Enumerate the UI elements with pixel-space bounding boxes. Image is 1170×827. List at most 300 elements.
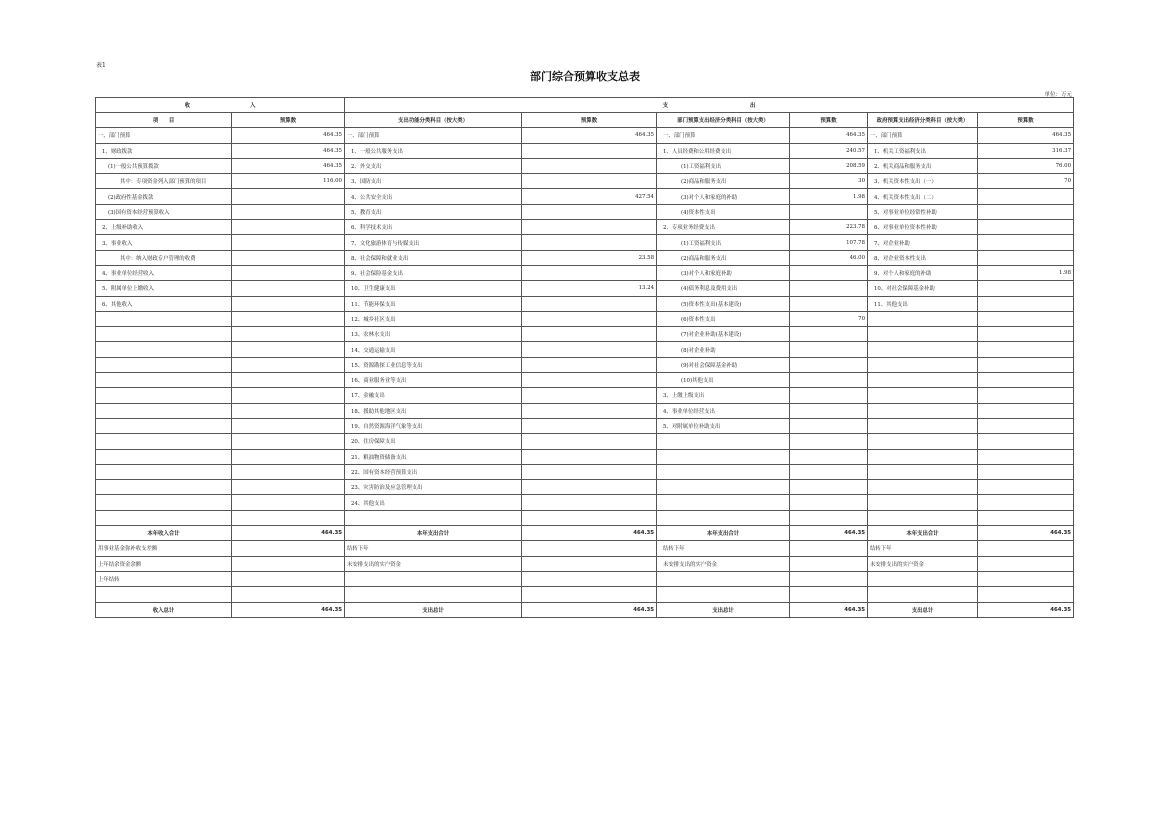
cell-function-item: 未安排支出的实户资金: [345, 556, 522, 571]
table-row: [96, 541, 1074, 556]
cell-gov-econ-item: 4、机关资本性支出（二）: [868, 189, 978, 204]
cell-gov-econ-amount: [978, 281, 1074, 296]
cell-income-item: [96, 311, 232, 326]
table-row: [96, 587, 1074, 602]
cell-gov-econ-amount: 76.00: [978, 158, 1074, 173]
table-row: [96, 571, 1074, 586]
cell-function-amount: [522, 403, 657, 418]
cell-income-item: 本年收入合计: [96, 526, 232, 541]
cell-income-amount: [232, 311, 345, 326]
cell-dept-econ-item: (4)债务利息及费用支出: [657, 281, 790, 296]
cell-function-amount: [522, 495, 657, 510]
cell-gov-econ-item: 11、其他支出: [868, 296, 978, 311]
cell-dept-econ-item: 本年支出合计: [657, 526, 790, 541]
cell-income-amount: [232, 571, 345, 586]
cell-income-amount: [232, 189, 345, 204]
cell-gov-econ-item: 7、对企业补助: [868, 235, 978, 250]
total-row: [96, 602, 1074, 617]
cell-function-amount: [522, 265, 657, 280]
cell-function-amount: [522, 235, 657, 250]
cell-gov-econ-amount: [978, 220, 1074, 235]
table-row: [96, 342, 1074, 357]
table-row: [96, 373, 1074, 388]
cell-dept-econ-amount: 70: [790, 311, 868, 326]
cell-gov-econ-amount: 70: [978, 174, 1074, 189]
cell-function-amount: [522, 464, 657, 479]
cell-function-item: 5、教育支出: [345, 204, 522, 219]
cell-function-item: 6、科学技术支出: [345, 220, 522, 235]
table-row: [96, 418, 1074, 433]
cell-dept-econ-item: [657, 434, 790, 449]
cell-function-amount: 23.58: [522, 250, 657, 265]
cell-gov-econ-item: [868, 464, 978, 479]
table-row: [96, 556, 1074, 571]
cell-gov-econ-item: 3、机关资本性支出（一）: [868, 174, 978, 189]
cell-function-amount: [522, 434, 657, 449]
cell-gov-econ-item: 1、机关工资福利支出: [868, 143, 978, 158]
cell-gov-econ-amount: [978, 480, 1074, 495]
cell-income-amount: 464.35: [232, 128, 345, 143]
cell-dept-econ-item: (3)对个人和家庭补助: [657, 265, 790, 280]
cell-function-amount: [522, 327, 657, 342]
cell-function-amount: [522, 143, 657, 158]
cell-gov-econ-item: 10、对社会保障基金补助: [868, 281, 978, 296]
cell-dept-econ-amount: 30: [790, 174, 868, 189]
cell-function-amount: [522, 510, 657, 525]
cell-gov-econ-amount: [978, 510, 1074, 525]
cell-function-amount: 13.24: [522, 281, 657, 296]
cell-income-amount: 464.35: [232, 602, 345, 617]
cell-income-amount: [232, 434, 345, 449]
income-group-header: [96, 98, 345, 113]
cell-gov-econ-amount: [978, 373, 1074, 388]
cell-function-amount: [522, 388, 657, 403]
table-row: [96, 311, 1074, 326]
cell-function-amount: [522, 158, 657, 173]
cell-income-item: [96, 357, 232, 372]
header-gov-econ-class: 政府预算支出经济分类科目（按大类）: [868, 113, 978, 128]
table-row: [96, 434, 1074, 449]
cell-gov-econ-amount: [978, 204, 1074, 219]
cell-income-item: 一、部门预算: [96, 128, 232, 143]
cell-dept-econ-amount: [790, 265, 868, 280]
table-row: [96, 464, 1074, 479]
cell-gov-econ-amount: [978, 418, 1074, 433]
table-row: [96, 128, 1074, 143]
header-gov-econ-amount: 预算数: [978, 113, 1074, 128]
header-function-amount: 预算数: [522, 113, 657, 128]
cell-function-amount: 464.35: [522, 526, 657, 541]
cell-function-item: [345, 510, 522, 525]
cell-function-amount: [522, 174, 657, 189]
cell-income-amount: [232, 265, 345, 280]
cell-dept-econ-amount: [790, 403, 868, 418]
cell-function-amount: [522, 311, 657, 326]
table-row: [96, 174, 1074, 189]
cell-gov-econ-amount: [978, 388, 1074, 403]
cell-dept-econ-item: 支出总计: [657, 602, 790, 617]
cell-dept-econ-amount: [790, 204, 868, 219]
cell-dept-econ-amount: [790, 464, 868, 479]
cell-income-amount: [232, 373, 345, 388]
cell-gov-econ-amount: [978, 403, 1074, 418]
cell-gov-econ-amount: [978, 327, 1074, 342]
table-row: [96, 357, 1074, 372]
cell-gov-econ-item: [868, 449, 978, 464]
cell-function-amount: [522, 373, 657, 388]
cell-function-item: 14、交通运输支出: [345, 342, 522, 357]
cell-dept-econ-item: 2、专项业务经费支出: [657, 220, 790, 235]
table-row: [96, 250, 1074, 265]
cell-dept-econ-amount: 464.35: [790, 602, 868, 617]
cell-dept-econ-amount: [790, 327, 868, 342]
table-row: [96, 495, 1074, 510]
table-row: [96, 296, 1074, 311]
cell-gov-econ-item: 结转下年: [868, 541, 978, 556]
cell-income-item: 1、财政拨款: [96, 143, 232, 158]
cell-dept-econ-amount: [790, 296, 868, 311]
cell-dept-econ-item: (8)对企业补助: [657, 342, 790, 357]
cell-function-item: [345, 571, 522, 586]
cell-income-amount: 464.35: [232, 143, 345, 158]
header-income-amount: 预算数: [232, 113, 345, 128]
cell-dept-econ-item: (1)工资福利支出: [657, 235, 790, 250]
cell-function-item: 10、卫生健康支出: [345, 281, 522, 296]
cell-function-item: 15、资源勘探工业信息等支出: [345, 357, 522, 372]
cell-dept-econ-item: (2)商品和服务支出: [657, 250, 790, 265]
cell-function-item: 7、文化旅游体育与传媒支出: [345, 235, 522, 250]
group-header-row: [96, 98, 1074, 113]
expense-group-char-1: 支: [662, 103, 669, 109]
cell-function-item: 8、社会保障和就业支出: [345, 250, 522, 265]
cell-income-amount: [232, 480, 345, 495]
cell-dept-econ-item: (2)商品和服务支出: [657, 174, 790, 189]
cell-dept-econ-item: [657, 480, 790, 495]
cell-dept-econ-amount: 46.00: [790, 250, 868, 265]
cell-dept-econ-amount: 208.59: [790, 158, 868, 173]
cell-dept-econ-item: 5、对附属单位补助支出: [657, 418, 790, 433]
cell-function-item: [345, 587, 522, 602]
cell-function-item: 9、社会保险基金支出: [345, 265, 522, 280]
cell-income-amount: [232, 403, 345, 418]
cell-dept-econ-amount: 1.98: [790, 189, 868, 204]
cell-income-amount: [232, 418, 345, 433]
table-row: [96, 220, 1074, 235]
cell-income-item: [96, 434, 232, 449]
cell-gov-econ-amount: [978, 449, 1074, 464]
cell-dept-econ-item: [657, 495, 790, 510]
cell-income-item: 其中：纳入财政专户管理的收费: [96, 250, 232, 265]
cell-income-item: 5、附属单位上缴收入: [96, 281, 232, 296]
cell-dept-econ-amount: 464.35: [790, 128, 868, 143]
cell-income-item: [96, 327, 232, 342]
cell-function-item: 20、住房保障支出: [345, 434, 522, 449]
cell-gov-econ-item: [868, 373, 978, 388]
cell-function-amount: [522, 418, 657, 433]
cell-income-item: 用事业基金弥补收支差额: [96, 541, 232, 556]
cell-dept-econ-amount: 240.57: [790, 143, 868, 158]
cell-income-amount: [232, 388, 345, 403]
cell-function-item: 23、灾害防治及应急管理支出: [345, 480, 522, 495]
cell-function-amount: [522, 357, 657, 372]
cell-income-amount: 464.35: [232, 158, 345, 173]
cell-income-item: [96, 480, 232, 495]
cell-gov-econ-item: 一、部门预算: [868, 128, 978, 143]
cell-income-item: 上年结余资金余额: [96, 556, 232, 571]
cell-gov-econ-item: 未安排支出的实户资金: [868, 556, 978, 571]
cell-function-amount: [522, 449, 657, 464]
income-group-char-2: 入: [250, 103, 256, 109]
cell-gov-econ-amount: [978, 357, 1074, 372]
cell-dept-econ-item: (7)对企业补助(基本建设): [657, 327, 790, 342]
cell-income-item: [96, 510, 232, 525]
cell-gov-econ-amount: 1.98: [978, 265, 1074, 280]
cell-dept-econ-amount: [790, 587, 868, 602]
table-row: [96, 143, 1074, 158]
cell-function-item: 17、金融支出: [345, 388, 522, 403]
cell-income-amount: [232, 495, 345, 510]
cell-dept-econ-item: 一、部门预算: [657, 128, 790, 143]
cell-income-amount: 116.00: [232, 174, 345, 189]
cell-gov-econ-item: 支出总计: [868, 602, 978, 617]
cell-dept-econ-amount: [790, 357, 868, 372]
cell-function-item: 一、部门预算: [345, 128, 522, 143]
cell-function-amount: 464.35: [522, 602, 657, 617]
cell-gov-econ-amount: 316.37: [978, 143, 1074, 158]
cell-income-amount: [232, 541, 345, 556]
cell-income-item: (2)政府性基金拨款: [96, 189, 232, 204]
cell-gov-econ-amount: [978, 464, 1074, 479]
table-row: [96, 403, 1074, 418]
cell-dept-econ-item: [657, 464, 790, 479]
cell-gov-econ-item: [868, 342, 978, 357]
table-row: [96, 327, 1074, 342]
cell-income-item: [96, 418, 232, 433]
cell-income-item: [96, 449, 232, 464]
cell-dept-econ-item: [657, 510, 790, 525]
cell-dept-econ-amount: [790, 434, 868, 449]
cell-income-amount: 464.35: [232, 526, 345, 541]
page-title: 部门综合预算收支总表: [530, 70, 640, 83]
total-row: [96, 526, 1074, 541]
table-row: [96, 158, 1074, 173]
cell-gov-econ-amount: [978, 342, 1074, 357]
cell-function-amount: [522, 342, 657, 357]
cell-gov-econ-item: [868, 434, 978, 449]
expense-group-header: [345, 98, 1074, 113]
cell-gov-econ-amount: [978, 235, 1074, 250]
cell-gov-econ-amount: [978, 541, 1074, 556]
cell-dept-econ-item: (1)工资福利支出: [657, 158, 790, 173]
cell-gov-econ-item: 本年支出合计: [868, 526, 978, 541]
cell-income-item: 上年结转: [96, 571, 232, 586]
cell-dept-econ-item: [657, 587, 790, 602]
cell-gov-econ-amount: [978, 296, 1074, 311]
cell-gov-econ-item: [868, 510, 978, 525]
cell-income-item: [96, 464, 232, 479]
cell-function-amount: [522, 296, 657, 311]
cell-dept-econ-amount: [790, 388, 868, 403]
cell-dept-econ-amount: [790, 480, 868, 495]
cell-income-item: (1)一般公共预算拨款: [96, 158, 232, 173]
cell-gov-econ-item: [868, 587, 978, 602]
cell-gov-econ-item: [868, 571, 978, 586]
cell-function-item: 本年支出合计: [345, 526, 522, 541]
table-row: [96, 480, 1074, 495]
cell-gov-econ-item: 6、对事业单位资本性补助: [868, 220, 978, 235]
cell-gov-econ-item: 2、机关商品和服务支出: [868, 158, 978, 173]
cell-income-item: (3)国有资本经营预算收入: [96, 204, 232, 219]
cell-income-amount: [232, 357, 345, 372]
cell-function-amount: [522, 556, 657, 571]
cell-gov-econ-item: 8、对企业资本性支出: [868, 250, 978, 265]
cell-dept-econ-amount: [790, 510, 868, 525]
header-dept-econ-class: 部门预算支出经济分类科目（按大类）: [657, 113, 790, 128]
cell-income-item: [96, 587, 232, 602]
column-header-row: [96, 113, 1074, 128]
header-function-class: 支出功能分类科目（按大类）: [345, 113, 522, 128]
cell-gov-econ-item: [868, 327, 978, 342]
cell-function-item: 3、国防支出: [345, 174, 522, 189]
cell-dept-econ-amount: 464.35: [790, 526, 868, 541]
cell-gov-econ-item: [868, 311, 978, 326]
cell-gov-econ-item: 9、对个人和家庭的补助: [868, 265, 978, 280]
cell-dept-econ-amount: [790, 342, 868, 357]
cell-gov-econ-amount: [978, 495, 1074, 510]
cell-dept-econ-item: (3)对个人和家庭的补助: [657, 189, 790, 204]
cell-gov-econ-amount: [978, 556, 1074, 571]
cell-dept-econ-amount: [790, 541, 868, 556]
header-dept-econ-amount: 预算数: [790, 113, 868, 128]
cell-income-item: [96, 342, 232, 357]
cell-dept-econ-item: (6)资本性支出: [657, 311, 790, 326]
cell-gov-econ-item: [868, 495, 978, 510]
cell-function-item: 结转下年: [345, 541, 522, 556]
cell-dept-econ-amount: [790, 571, 868, 586]
cell-gov-econ-item: 5、对事业单位经常性补助: [868, 204, 978, 219]
cell-function-item: 21、粮油物资储备支出: [345, 449, 522, 464]
cell-dept-econ-amount: [790, 373, 868, 388]
cell-income-item: [96, 403, 232, 418]
cell-dept-econ-item: (9)对社会保障基金补助: [657, 357, 790, 372]
cell-dept-econ-item: (10)其他支出: [657, 373, 790, 388]
cell-dept-econ-amount: [790, 495, 868, 510]
cell-income-item: 4、事业单位经营收入: [96, 265, 232, 280]
unit-label: 单位：万元: [1044, 92, 1072, 98]
cell-dept-econ-item: (4)资本性支出: [657, 204, 790, 219]
cell-dept-econ-amount: [790, 281, 868, 296]
table-row: [96, 281, 1074, 296]
table-row: [96, 265, 1074, 280]
cell-gov-econ-amount: [978, 189, 1074, 204]
cell-income-amount: [232, 281, 345, 296]
cell-dept-econ-item: 3、上缴上级支出: [657, 388, 790, 403]
cell-dept-econ-item: [657, 571, 790, 586]
form-number: 表1: [96, 62, 106, 69]
cell-dept-econ-item: 未安排支出的实户资金: [657, 556, 790, 571]
cell-function-item: 1、一般公共服务支出: [345, 143, 522, 158]
cell-dept-econ-amount: [790, 449, 868, 464]
cell-function-item: 13、农林水支出: [345, 327, 522, 342]
cell-function-item: 16、商业服务业等支出: [345, 373, 522, 388]
budget-table: [95, 97, 1074, 618]
cell-income-item: 2、上级补助收入: [96, 220, 232, 235]
table-row: [96, 204, 1074, 219]
header-income-item: 项 目: [96, 113, 232, 128]
cell-income-amount: [232, 220, 345, 235]
table-row: [96, 510, 1074, 525]
cell-dept-econ-amount: 223.78: [790, 220, 868, 235]
cell-income-amount: [232, 235, 345, 250]
cell-gov-econ-item: [868, 480, 978, 495]
cell-function-amount: [522, 204, 657, 219]
cell-gov-econ-amount: [978, 587, 1074, 602]
cell-gov-econ-amount: [978, 571, 1074, 586]
cell-gov-econ-amount: 464.35: [978, 526, 1074, 541]
cell-income-item: [96, 495, 232, 510]
cell-gov-econ-item: [868, 357, 978, 372]
cell-income-item: 其中：专项资金列入部门预算的项目: [96, 174, 232, 189]
cell-gov-econ-amount: [978, 434, 1074, 449]
cell-gov-econ-amount: [978, 250, 1074, 265]
cell-dept-econ-item: 结转下年: [657, 541, 790, 556]
cell-function-item: 支出总计: [345, 602, 522, 617]
cell-income-item: 6、其他收入: [96, 296, 232, 311]
cell-income-amount: [232, 510, 345, 525]
cell-gov-econ-item: [868, 418, 978, 433]
cell-income-item: [96, 388, 232, 403]
cell-function-item: 22、国有资本经营预算支出: [345, 464, 522, 479]
cell-dept-econ-item: (5)资本性支出(基本建设): [657, 296, 790, 311]
cell-dept-econ-amount: [790, 556, 868, 571]
cell-dept-econ-item: 1、人员经费和公用经费支出: [657, 143, 790, 158]
cell-function-item: 18、援助其他地区支出: [345, 403, 522, 418]
table-row: [96, 449, 1074, 464]
cell-gov-econ-amount: 464.35: [978, 128, 1074, 143]
table-row: [96, 235, 1074, 250]
cell-income-item: [96, 373, 232, 388]
cell-function-amount: [522, 541, 657, 556]
cell-gov-econ-amount: 464.35: [978, 602, 1074, 617]
table-row: [96, 189, 1074, 204]
cell-gov-econ-item: [868, 403, 978, 418]
cell-dept-econ-amount: [790, 418, 868, 433]
cell-function-amount: [522, 480, 657, 495]
cell-income-amount: [232, 449, 345, 464]
cell-function-item: 12、城乡社区支出: [345, 311, 522, 326]
cell-gov-econ-amount: [978, 311, 1074, 326]
cell-function-item: 2、外交支出: [345, 158, 522, 173]
cell-income-amount: [232, 556, 345, 571]
cell-income-amount: [232, 342, 345, 357]
cell-dept-econ-item: [657, 449, 790, 464]
cell-income-item: 3、事业收入: [96, 235, 232, 250]
cell-function-amount: [522, 587, 657, 602]
cell-income-amount: [232, 204, 345, 219]
cell-function-amount: [522, 220, 657, 235]
cell-income-amount: [232, 296, 345, 311]
cell-dept-econ-item: 4、事业单位经营支出: [657, 403, 790, 418]
expense-group-char-2: 出: [750, 103, 756, 109]
cell-income-item: 收入总计: [96, 602, 232, 617]
cell-income-amount: [232, 327, 345, 342]
cell-function-amount: 464.35: [522, 128, 657, 143]
cell-income-amount: [232, 587, 345, 602]
cell-dept-econ-amount: 107.78: [790, 235, 868, 250]
cell-function-item: 24、其他支出: [345, 495, 522, 510]
income-group-char-1: 收: [184, 103, 190, 109]
cell-function-item: 4、公共安全支出: [345, 189, 522, 204]
